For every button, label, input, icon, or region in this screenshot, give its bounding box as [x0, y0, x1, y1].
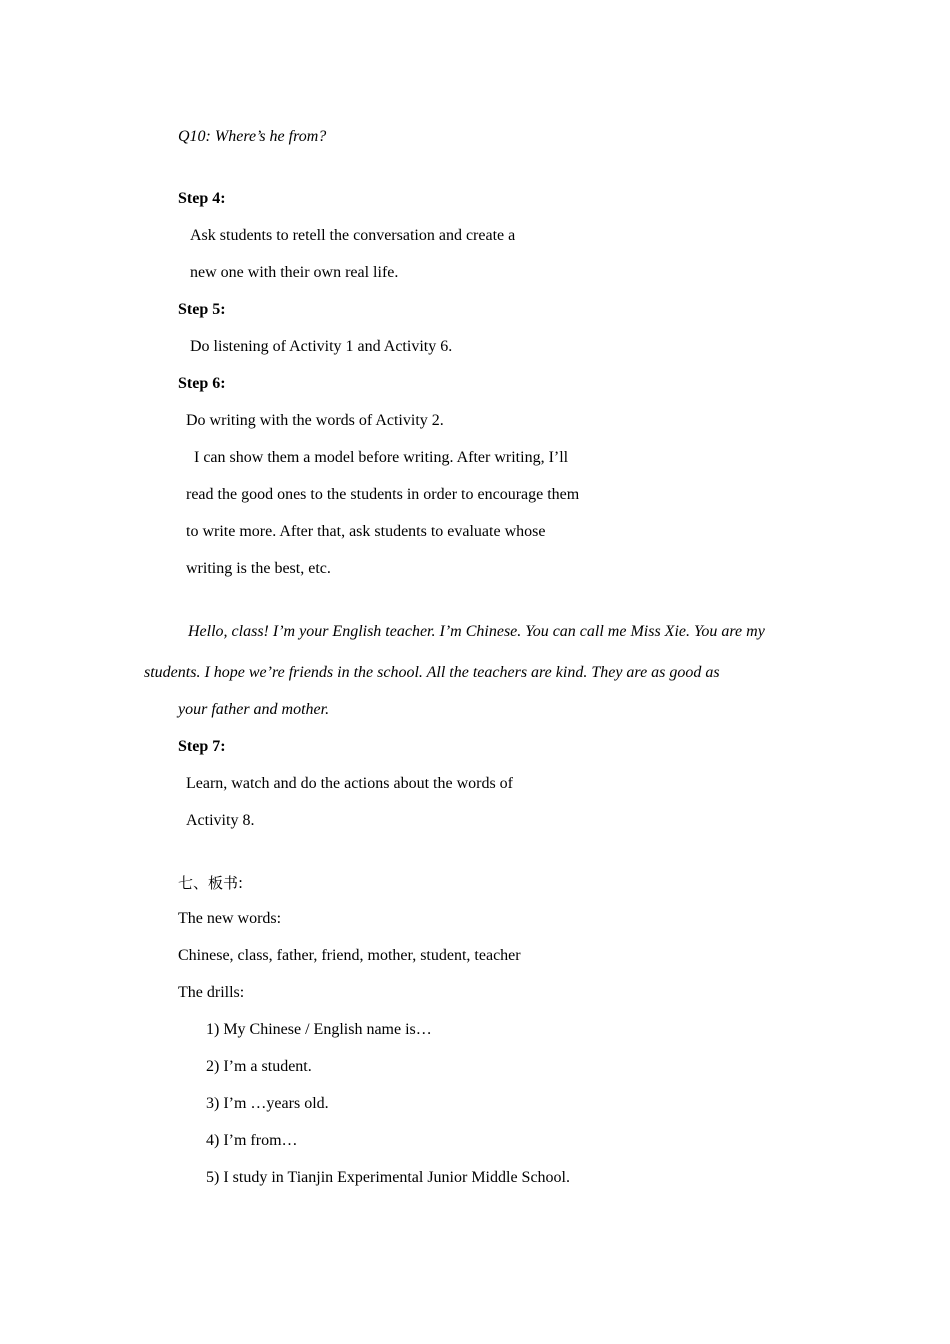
step6-line: writing is the best, etc. — [186, 560, 331, 577]
new-words-list: Chinese, class, father, friend, mother, student, teacher — [178, 947, 521, 964]
board-heading: 七、板书: — [178, 874, 244, 892]
step6-heading: Step 6: — [178, 375, 226, 392]
step6-line: Do writing with the words of Activity 2. — [186, 412, 444, 429]
model-text-line: your father and mother. — [178, 701, 330, 718]
step7-heading: Step 7: — [178, 738, 226, 755]
step7-line: Activity 8. — [186, 812, 255, 829]
step4-line: new one with their own real life. — [190, 264, 399, 281]
step5-heading: Step 5: — [178, 301, 226, 318]
drill-item: 4) I’m from… — [206, 1132, 298, 1149]
drill-item: 5) I study in Tianjin Experimental Junior Middle School. — [206, 1169, 570, 1186]
step7-line: Learn, watch and do the actions about the words of — [186, 775, 514, 792]
step6-line: I can show them a model before writing. After writing, I’ll — [194, 449, 569, 466]
step6-line: read the good ones to the students in order to encourage them — [186, 486, 580, 503]
step6-line: to write more. After that, ask students to evaluate whose — [186, 523, 546, 540]
drill-item: 2) I’m a student. — [206, 1058, 312, 1075]
drill-item: 1) My Chinese / English name is… — [206, 1021, 432, 1038]
model-text-line: Hello, class! I’m your English teacher. I’m Chinese. You can call me Miss Xie. You are my — [188, 623, 765, 640]
drills-label: The drills: — [178, 984, 245, 1001]
model-text-line: students. I hope we’re friends in the school. All the teachers are kind. They are as good as — [144, 664, 720, 681]
step4-heading: Step 4: — [178, 190, 226, 207]
new-words-label: The new words: — [178, 910, 282, 927]
step5-line: Do listening of Activity 1 and Activity 6. — [190, 338, 453, 355]
question-q10: Q10: Where’s he from? — [178, 128, 327, 145]
drill-item: 3) I’m …years old. — [206, 1095, 329, 1112]
step4-line: Ask students to retell the conversation and create a — [190, 227, 516, 244]
